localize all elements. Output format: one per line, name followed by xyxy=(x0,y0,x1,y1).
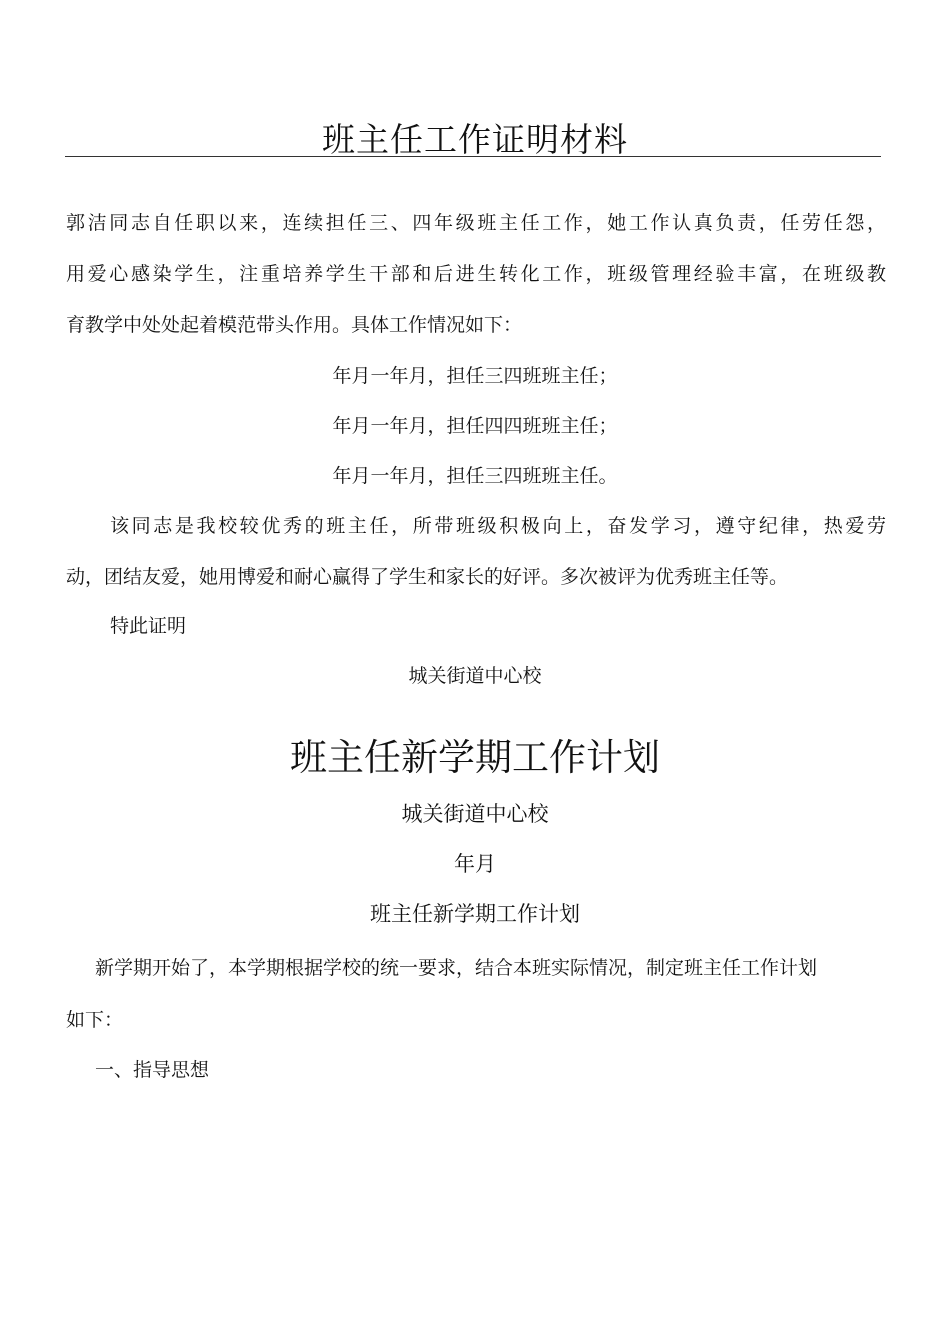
certificate-intro-line-2: 用爱心感染学生，注重培养学生干部和后进生转化工作，班级管理经验丰富，在班级教 xyxy=(66,263,886,285)
certificate-title: 班主任工作证明材料 xyxy=(322,120,628,159)
plan-section-heading: 一、指导思想 xyxy=(95,1059,210,1081)
plan-intro-line-1: 新学期开始了，本学期根据学校的统一要求，结合本班实际情况，制定班主任工作计划 xyxy=(95,957,818,979)
certificate-intro-line-3: 育教学中处处起着模范带头作用。具体工作情况如下： xyxy=(66,314,523,336)
plan-title: 班主任新学期工作计划 xyxy=(290,736,660,779)
plan-intro-line-2: 如下： xyxy=(66,1009,124,1031)
term-line-1: 年月一年月，担任三四班班主任； xyxy=(332,365,618,387)
plan-school: 城关街道中心校 xyxy=(401,802,549,826)
term-line-2: 年月一年月，担任四四班班主任； xyxy=(332,415,618,437)
plan-date: 年月 xyxy=(454,852,496,876)
certificate-issuer: 城关街道中心校 xyxy=(408,665,542,687)
closing-text: 特此证明 xyxy=(110,615,187,637)
certificate-intro-line-1: 郭洁同志自任职以来，连续担任三、四年级班主任工作，她工作认真负责，任劳任怨， xyxy=(66,212,886,234)
evaluation-line-1: 该同志是我校较优秀的班主任，所带班级积极向上，奋发学习，遵守纪律，热爱劳 xyxy=(110,515,886,537)
plan-subtitle: 班主任新学期工作计划 xyxy=(370,902,580,926)
evaluation-line-2: 动，团结友爱，她用博爱和耐心赢得了学生和家长的好评。多次被评为优秀班主任等。 xyxy=(66,566,789,588)
title-underline xyxy=(65,156,881,157)
term-line-3: 年月一年月，担任三四班班主任。 xyxy=(332,465,618,487)
